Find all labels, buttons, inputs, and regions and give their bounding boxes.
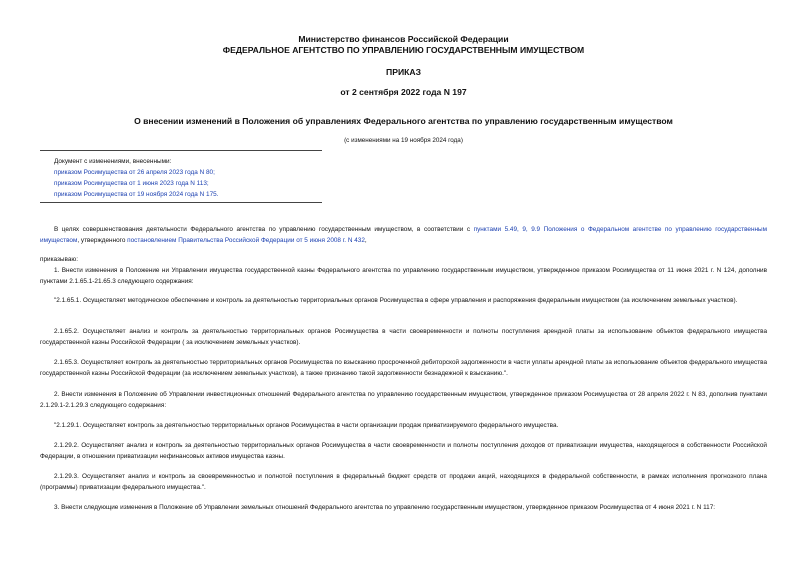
order-word: приказываю: — [40, 256, 78, 263]
revision-link[interactable]: приказом Росимущества от 19 ноября 2024 года N 175. — [54, 191, 219, 198]
agency-heading: ФЕДЕРАЛЬНОЕ АГЕНТСТВО ПО УПРАВЛЕНИЮ ГОСУДАРСТВЕННЫМ ИМУЩЕСТВОМ — [222, 45, 585, 55]
clause-2-1-29-3: 2.1.29.3. Осуществляет анализ и контроль за своевременностью и полнотой поступления в федеральный бюджет средств от продажи акций, находящихся в федеральной собственности, в рамках исполнения прогнозного плана (программы) приватизации федерального имущества.". — [40, 473, 767, 491]
date-number-heading: от 2 сентября 2022 года N 197 — [340, 87, 467, 97]
preamble-text: В целях совершенствования деятельности Федерального агентства по управлению государственным имуществом, в соответствии с — [54, 226, 474, 233]
document-title: О внесении изменений в Положения об управлениях Федерального агентства по управлению государственным имуществом — [134, 116, 673, 126]
preamble-text: , утвержденного — [77, 236, 128, 244]
regulation-link[interactable]: пунктами 5.49, 9, 9.9 Положения о Федеральном агентстве по управлению государственным имуществом — [40, 226, 768, 244]
doc-type-heading: ПРИКАЗ — [386, 67, 421, 77]
revision-link[interactable]: приказом Росимущества от 26 апреля 2023 года N 80; — [54, 169, 215, 176]
clause-2-1-65-3: 2.1.65.3. Осуществляет контроль за деятельностью территориальных органов Росимущества по взысканию просроченной дебиторской задолженности в части уплаты арендной платы за использование объектов федерального имущества государственной казны Российской Федерации (за исключением земельных участков), а также признанию такой задолженности безнадежной к взысканию.". — [40, 359, 767, 377]
preamble-paragraph — [40, 225, 767, 246]
clause-2: 2. Внести изменения в Положение об Управлении инвестиционных отношений Федерального агентства по управлению государственным имуществом, утвержденное приказом Росимущества от 28 апреля 2022 г. N 83, дополнив пунктами 2.1.29.1-2.1.29.3 следующего содержания: — [40, 391, 767, 409]
clause-1: 1. Внести изменения в Положение ни Управлении имущества государственной казны Федерального агентства по управлению государственным имуществом, утвержденное приказом Росимущества от 11 июня 2021 г. N 124, дополнив пунктами 2.1.65.1-21.65.3 следующего содержания: — [40, 267, 767, 285]
revision-intro: Документ с изменениями, внесенными: — [54, 158, 172, 165]
clause-2-1-65-2: 2.1.65.2. Осуществляет анализ и контроль за деятельностью территориальных органов Росимущества в части своевременности и полноты поступления арендной платы за использование объектов федерального имущества государственной казны Российской Федерации ( за исключением земельных участков). — [40, 328, 767, 346]
preamble-text: , — [364, 236, 367, 244]
revision-list — [54, 156, 218, 200]
clause-3: 3. Внести следующие изменения в Положение об Управлении земельных отношений Федерального агентства по управлению государственным имуществом, утвержденное приказом Росимущества от 4 июня 2021 г. N 117: — [54, 504, 716, 511]
revision-bottom-divider — [40, 202, 322, 203]
revision-top-divider — [40, 150, 322, 151]
amended-note: (с изменениями на 19 ноября 2024 года) — [344, 137, 463, 144]
ministry-heading: Министерство финансов Российской Федерации — [298, 34, 509, 44]
clause-2-1-29-2: 2.1.29.2. Осуществляет анализ и контроль за деятельностью территориальных органов Росимущества в части своевременности и полноты поступления доходов от приватизации имущества, находящегося в собственности Российской Федерации, в отношении приватизации нефинансовых активов имущества казны. — [40, 442, 767, 460]
government-decree-link[interactable]: постановлением Правительства Российской Федерации от 5 июня 2008 г. N 432 — [127, 236, 365, 244]
clause-2-1-29-1: "2.1.29.1. Осуществляет контроль за деятельностью территориальных органов Росимущества в части организации продаж приватизируемого федерального имущества. — [54, 422, 559, 429]
clause-2-1-65-1: "2.1.65.1. Осуществляет методическое обеспечение и контроль за деятельностью территориальных органов Росимущества в сфере управления и распоряжения федеральным имуществом (за исключением земельных участков). — [54, 297, 738, 304]
revision-link[interactable]: приказом Росимущества от 1 июня 2023 года N 113; — [54, 180, 209, 187]
